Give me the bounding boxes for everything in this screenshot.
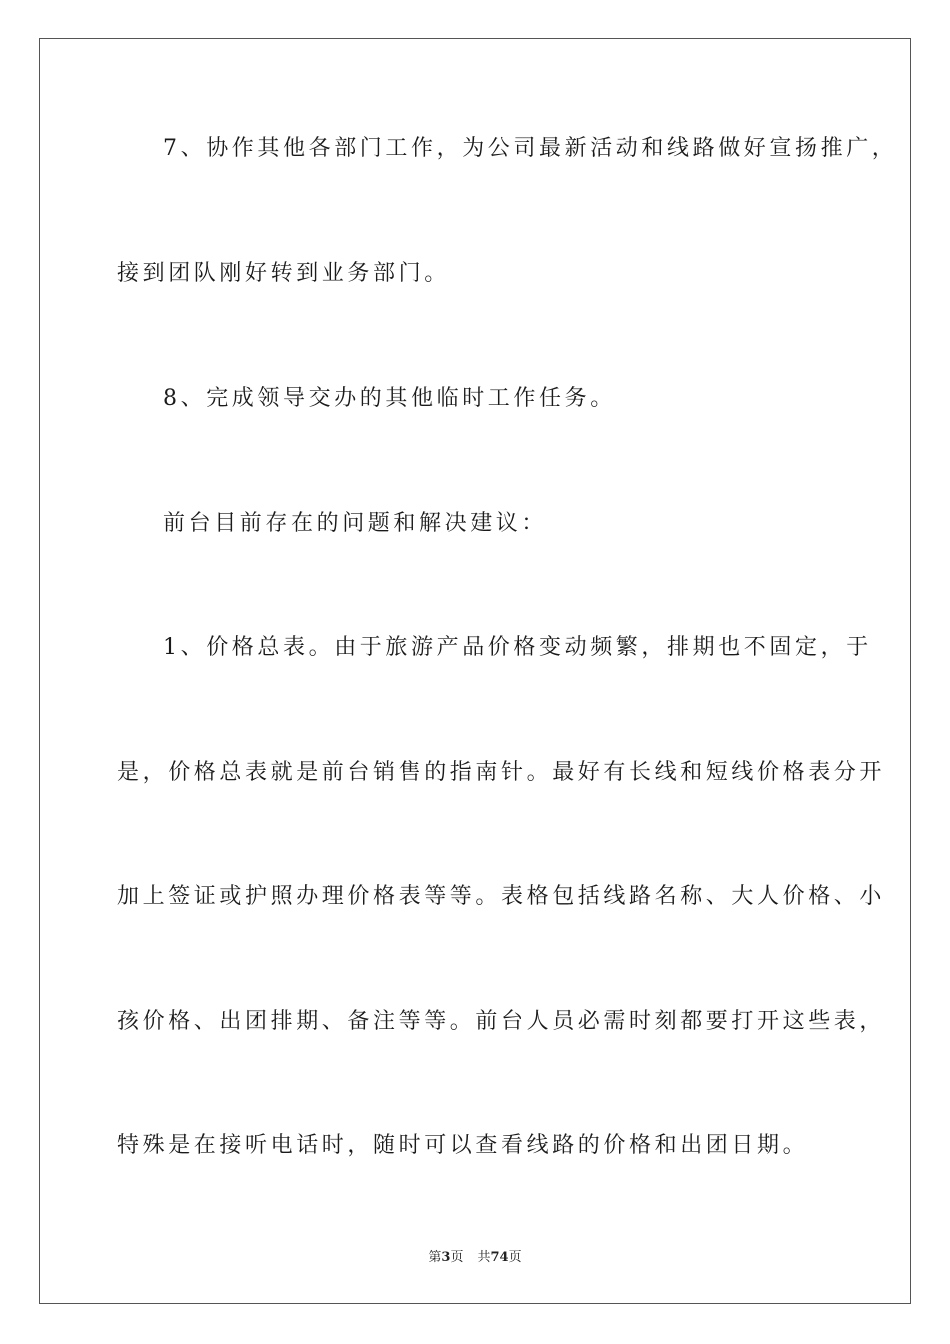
total-pages: 74 xyxy=(490,1250,509,1265)
paragraph-line: 是，价格总表就是前台销售的指南针。最好有长线和短线价格表分开 xyxy=(117,760,886,785)
paragraph-line: 前台目前存在的问题和解决建议： xyxy=(163,511,548,536)
total-suffix: 页 xyxy=(508,1250,522,1265)
paragraph-line: 孩价格、出团排期、备注等等。前台人员必需时刻都要打开这些表， xyxy=(117,1009,886,1034)
paragraph-line: 1、价格总表。由于旅游产品价格变动频繁，排期也不固定，于 xyxy=(163,635,872,660)
page-border xyxy=(39,38,911,1304)
page-suffix: 页 xyxy=(450,1250,464,1265)
page-prefix: 第 xyxy=(428,1250,442,1265)
paragraph-line: 接到团队刚好转到业务部门。 xyxy=(117,261,450,286)
paragraph-line: 8、完成领导交办的其他临时工作任务。 xyxy=(163,386,616,411)
paragraph-line: 特殊是在接听电话时，随时可以查看线路的价格和出团日期。 xyxy=(117,1133,809,1158)
paragraph-line: 7、协作其他各部门工作，为公司最新活动和线路做好宣扬推广， xyxy=(163,136,898,161)
paragraph-line: 加上签证或护照办理价格表等等。表格包括线路名称、大人价格、小 xyxy=(117,884,886,909)
total-prefix: 共 xyxy=(477,1250,491,1265)
page-number: 3 xyxy=(441,1250,451,1265)
page-footer xyxy=(0,1246,950,1265)
